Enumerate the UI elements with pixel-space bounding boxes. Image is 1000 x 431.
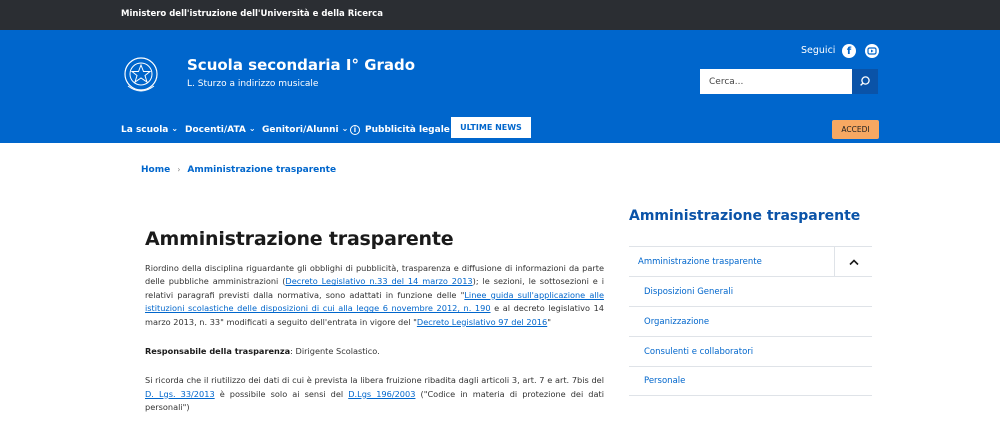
- follow-label: Seguici: [801, 45, 836, 56]
- main-content: [145, 262, 604, 431]
- sidebar-item-personale[interactable]: Personale: [629, 366, 872, 396]
- link-linee-guida[interactable]: Linee guida sull'applicazione alle istituzioni scolastiche delle disposizioni di cui alla legge 6 novembre 2012, n. 190: [145, 289, 604, 314]
- ministry-bar: [0, 0, 1000, 30]
- sidebar-menu: [629, 246, 872, 396]
- responsible-paragraph: Responsabile della trasparenza: Dirigente Scolastico.: [145, 346, 380, 357]
- chevron-down-icon: ⌄: [248, 124, 256, 133]
- link-dlgs-33-2013-b[interactable]: D. Lgs. 33/2013: [145, 388, 215, 399]
- nav-genitori-alunni[interactable]: Genitori/Alunni ⌄: [262, 124, 349, 135]
- sidebar-item-amministrazione-trasparente[interactable]: Amministrazione trasparente: [629, 246, 872, 276]
- site-header: [0, 30, 1000, 143]
- chevron-down-icon: ⌄: [171, 124, 179, 133]
- breadcrumb-separator-icon: ›: [177, 165, 181, 174]
- nav-la-scuola[interactable]: La scuola ⌄: [121, 124, 179, 135]
- site-subtitle: L. Sturzo a indirizzo musicale: [187, 79, 319, 89]
- latest-news-button[interactable]: ULTIME NEWS: [451, 117, 531, 138]
- login-button[interactable]: ACCEDI: [832, 120, 879, 139]
- chevron-up-icon[interactable]: [834, 247, 872, 276]
- nav-pubblicita-legale[interactable]: i Pubblicità legale: [350, 125, 460, 135]
- link-dlgs-33-2013[interactable]: Decreto Legislativo n.33 del 14 marzo 2013: [285, 276, 473, 287]
- reuse-paragraph: Si ricorda che il riutilizzo dei dati di cui è prevista la libera fruizione ribadita dagli articoli 3, art. 7 e art. 7bis del D. Lgs. 33/2013 è possibile solo ai sensi del D.Lgs 196/2003 ("Codice in materia di protezione dei dati personali"): [145, 375, 604, 413]
- site-title[interactable]: Scuola secondaria I° Grado: [187, 56, 416, 74]
- youtube-icon[interactable]: [865, 44, 879, 58]
- nav-docenti-ata[interactable]: Docenti/ATA ⌄: [185, 124, 256, 135]
- page-title: Amministrazione trasparente: [145, 228, 454, 250]
- breadcrumb-current[interactable]: Amministrazione trasparente: [187, 165, 337, 175]
- breadcrumb-home[interactable]: Home: [141, 165, 171, 175]
- sidebar-item-disposizioni-generali[interactable]: Disposizioni Generali: [629, 276, 872, 306]
- intro-paragraph: Riordino della disciplina riguardante gli obblighi di pubblicità, trasparenza e diffusione di informazioni da parte delle pubbliche amministrazioni (Decreto Legislativo n.33 del 14 marzo 2013); le sezioni, le sottosezioni e i relativi paragrafi previsti dalla normativa, sono adattati in funzione delle "Linee guida sull'applicazione alle istituzioni scolastiche delle disposizioni di cui alla legge 6 novembre 2012, n. 190 e al decreto legislativo 14 marzo 2013, n. 33" modificati a seguito dell'entrata in vigore del "Decreto Legislativo 97 del 2016": [145, 263, 604, 327]
- sidebar-item-consulenti[interactable]: Consulenti e collaboratori: [629, 336, 872, 366]
- link-dlgs-196-2003[interactable]: D.Lgs 196/2003: [348, 388, 416, 399]
- sidebar-title: Amministrazione trasparente: [629, 208, 861, 224]
- responsible-label: Responsabile della trasparenza: [145, 346, 291, 357]
- search-icon: [852, 69, 878, 94]
- republic-emblem-icon[interactable]: [122, 54, 160, 96]
- sidebar-item-organizzazione[interactable]: Organizzazione: [629, 306, 872, 336]
- breadcrumb: [141, 165, 336, 175]
- facebook-icon[interactable]: f: [842, 44, 856, 58]
- search-button[interactable]: [852, 69, 878, 94]
- ministry-label[interactable]: Ministero dell'istruzione dell'Università e della Ricerca: [121, 9, 383, 19]
- link-dlgs-97-2016[interactable]: Decreto Legislativo 97 del 2016: [416, 316, 548, 327]
- chevron-down-icon: ⌄: [341, 124, 349, 133]
- search-input[interactable]: [700, 69, 852, 94]
- info-icon: i: [350, 125, 360, 135]
